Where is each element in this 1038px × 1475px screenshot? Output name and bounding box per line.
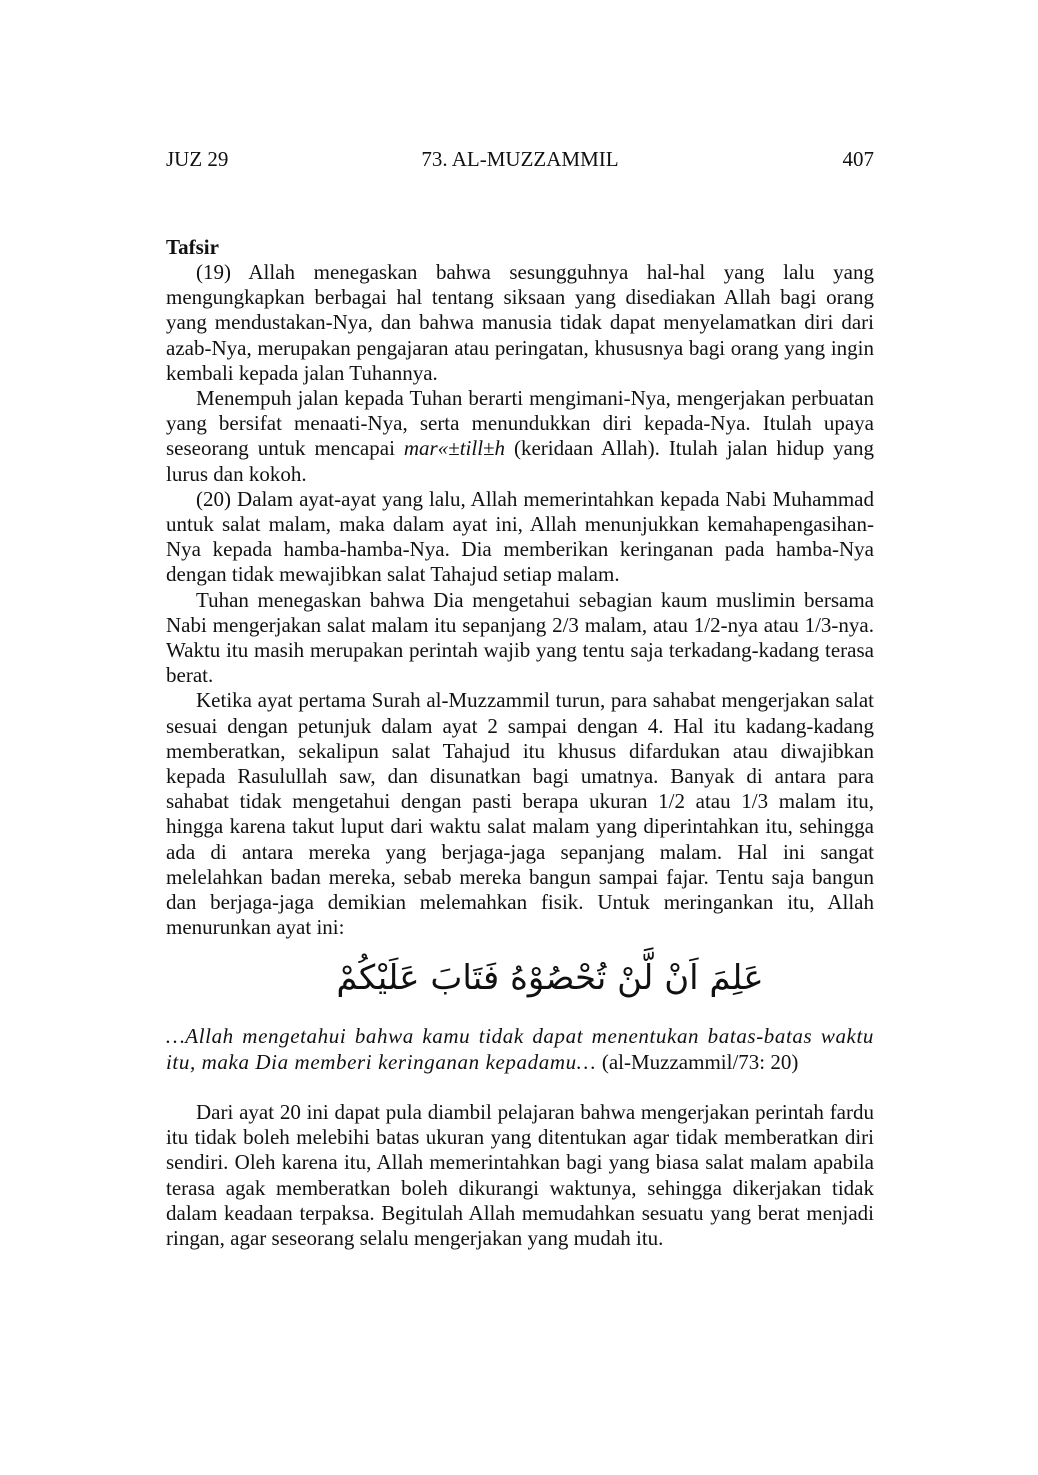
paragraph-4: Tuhan menegaskan bahwa Dia mengetahui sebagian kaum muslimin bersama Nabi mengerjakan salat malam itu sepanjang 2/3 malam, atau 1/2-nya atau 1/3-nya. Waktu itu masih merupakan perintah wajib yang tentu saja terkadang-kadang terasa berat. — [166, 587, 874, 688]
paragraph-2-b-pre: Itulah upaya seseorang untuk mencapai — [166, 411, 875, 461]
paragraph-19: (19) Allah menegaskan bahwa sesungguhnya hal-hal yang lalu yang mengungkapkan berbagai hal tentang siksaan yang disediakan Allah bagi orang yang mendustakan-Nya, dan bahwa manusia tidak dapat menyelamatkan diri dari azab-Nya, merupakan pengajaran atau peringatan, khususnya bagi orang yang ingin kembali kepada jalan Tuhannya. — [166, 260, 874, 385]
paragraph-2-a: Menempuh jalan kepada Tuhan berarti mengimani-Nya, mengerjakan perbuatan yang bersifat menaati-Nya, serta menundukkan diri kepada-Nya. — [166, 386, 874, 436]
paragraph-2-b-post: (keridaan Allah). Itulah jalan hidup yang lurus dan kokoh. — [166, 436, 874, 486]
verse-citation: (al-Muzzammil/73: 20) — [601, 1049, 799, 1074]
juz-label: JUZ 29 — [166, 147, 229, 171]
paragraph-5: Ketika ayat pertama Surah al-Muzzammil turun, para sahabat mengerjakan salat sesuai dengan petunjuk dalam ayat 2 sampai dengan 4. Hal itu kadang-kadang memberatkan, sekalipun salat Tahajud itu khusus difardukan atau diwajibkan kepada Rasulullah saw, dan disunatkan bagi umatnya. Banyak di antara para sahabat tidak mengetahui dengan pasti berapa ukuran 1/2 atau 1/3 malam itu, hingga karena takut luput dari waktu salat malam yang diperintahkan itu, sehingga ada di antara mereka yang berjaga-jaga sepanjang malam. Hal ini sangat melelahkan badan mereka, sebab mereka bangun sampai fajar. Tentu saja bangun dan berjaga-jaga demikian melemahkan fisik. Untuk meringankan itu, Allah menurunkan ayat ini: — [166, 688, 874, 940]
translation-text: …Allah mengetahui bahwa kamu tidak dapat menentukan batas-batas waktu itu, maka Dia memberi keringanan kepadamu… — [166, 1024, 874, 1074]
section-heading: Tafsir — [166, 235, 219, 259]
page-number: 407 — [842, 147, 874, 171]
body-text — [166, 234, 874, 1251]
transliteration-term: mar«±till±h — [403, 436, 506, 461]
arabic-verse: عَلِمَ اَنْ لَّنْ تُحْصُوْهُ فَتَابَ عَلَيْكُمْ — [336, 958, 764, 999]
paragraph-20: (20) Dalam ayat-ayat yang lalu, Allah memerintahkan kepada Nabi Muhammad untuk salat malam, maka dalam ayat ini, Allah menunjukkan kemahapengasihan-Nya kepada hamba-hamba-Nya. Dia memberikan keringanan pada hamba-Nya dengan tidak mewajibkan salat Tahajud setiap malam. — [166, 486, 874, 587]
surah-title: 73. AL-MUZZAMMIL — [421, 147, 619, 171]
paragraph-2 — [166, 386, 874, 487]
running-head — [166, 146, 874, 176]
verse-translation — [166, 1024, 874, 1074]
paragraph-6: Dari ayat 20 ini dapat pula diambil pelajaran bahwa mengerjakan perintah fardu itu tidak boleh melebihi batas ukuran yang ditentukan agar tidak memberatkan diri sendiri. Oleh karena itu, Allah memerintahkan bagi yang biasa salat malam apabila terasa agak memberatkan boleh dikurangi waktunya, sehingga dikerjakan tidak dalam keadaan terpaksa. Begitulah Allah memudahkan sesuatu yang berat menjadi ringan, agar seseorang selalu mengerjakan yang mudah itu. — [166, 1099, 874, 1250]
spacer — [166, 1075, 874, 1100]
